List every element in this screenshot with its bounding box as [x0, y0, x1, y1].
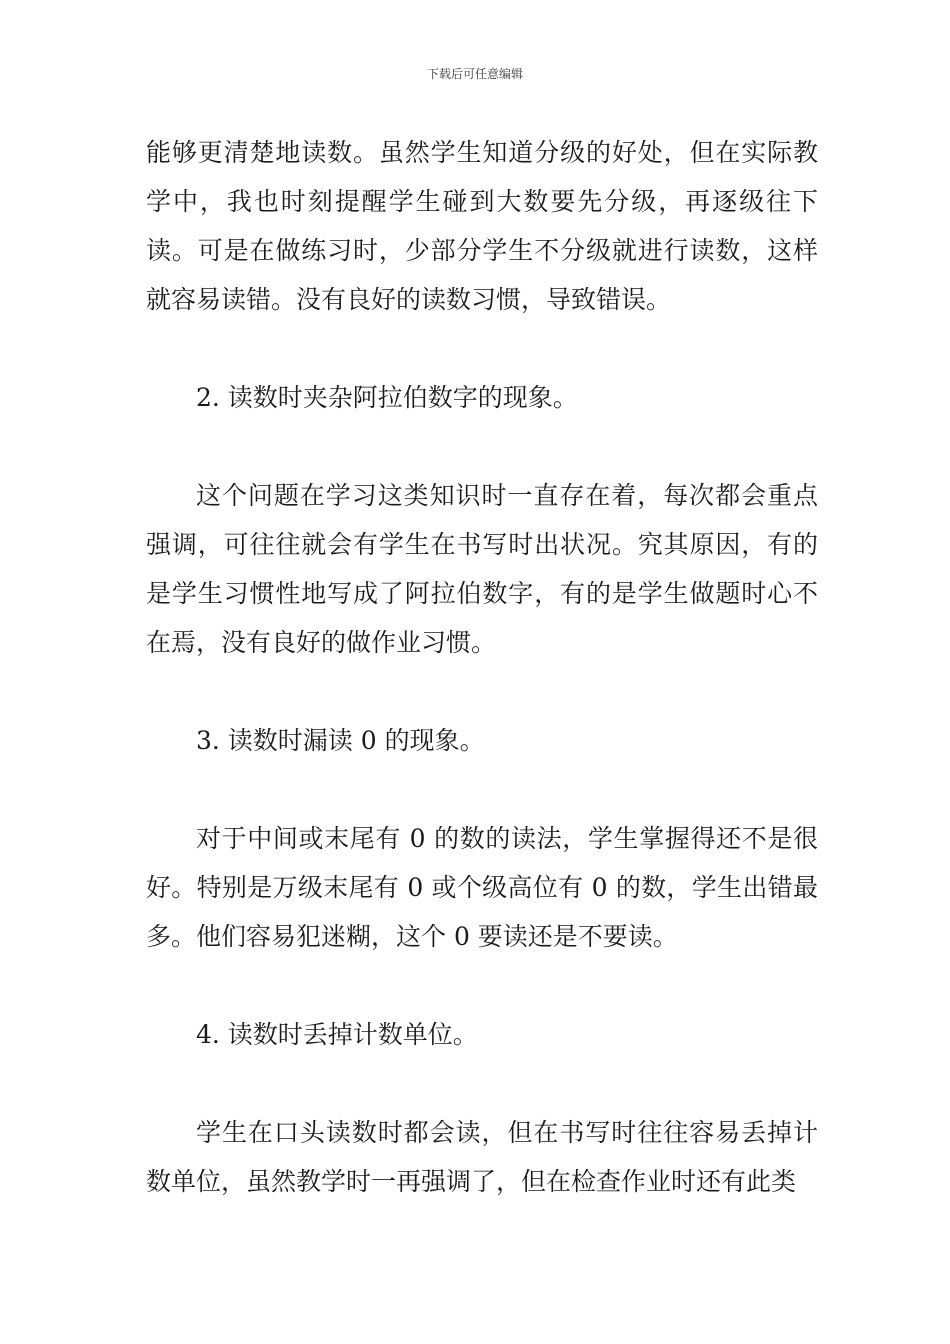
paragraph-gap: [146, 422, 818, 471]
section-heading-3: 3. 读数时漏读 0 的现象。: [196, 726, 485, 755]
paragraph-continuation: 能够更清楚地读数。虽然学生知道分级的好处，但在实际教学中，我也时刻提醒学生碰到大数要先分级，再逐级往下读。可是在做练习时，少部分学生不分级就进行读数，这样就容易读错。没有良好的读数习惯，导致错误。: [146, 138, 818, 314]
page-header: 下载后可任意编辑: [426, 67, 523, 81]
paragraph-gap: [146, 1059, 818, 1108]
paragraph-arabic-numerals: 这个问题在学习这类知识时一直存在着，每次都会重点强调，可往往就会有学生在书写时出状况。究其原因，有的是学生习惯性地写成了阿拉伯数字，有的是学生做题时心不在焉，没有良好的做作业习惯。: [146, 481, 818, 657]
section-heading-2: 2. 读数时夹杂阿拉伯数字的现象。: [196, 383, 578, 412]
section-heading-4: 4. 读数时丢掉计数单位。: [196, 1020, 478, 1049]
paragraph-gap: [146, 961, 818, 1010]
paragraph-gap: [146, 324, 818, 373]
document-body: [146, 128, 818, 1206]
paragraph-zero-reading: 对于中间或末尾有 0 的数的读法，学生掌握得还不是很好。特别是万级末尾有 0 或个级高位有 0 的数，学生出错最多。他们容易犯迷糊，这个 0 要读还是不要读。: [146, 824, 818, 951]
paragraph-counting-units: 学生在口头读数时都会读，但在书写时往往容易丢掉计数单位，虽然教学时一再强调了，但在检查作业时还有此类: [146, 1118, 818, 1196]
paragraph-gap: [146, 765, 818, 814]
paragraph-gap: [146, 667, 818, 716]
